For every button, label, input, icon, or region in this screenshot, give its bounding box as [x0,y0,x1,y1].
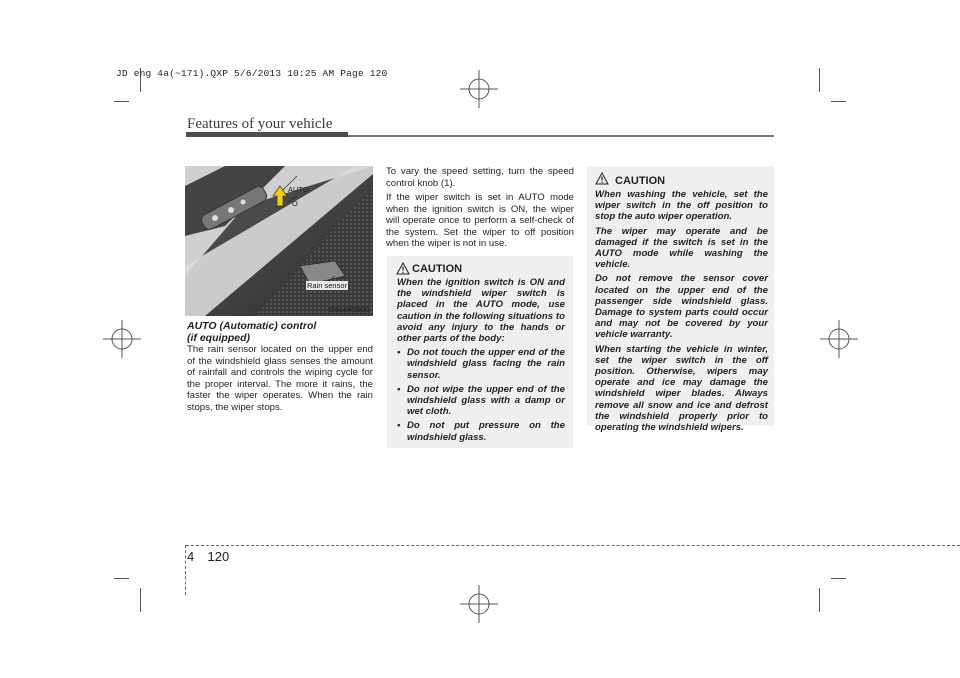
caution-paragraph: Do not remove the sensor cover located on the upper end of the passenger side windshield glass. Damage to system parts could occur and may not be covered by your vehicle warranty. [595,273,768,341]
registration-target-icon [460,585,498,623]
header-bar [186,132,348,137]
caution-paragraph: When washing the vehicle, set the wiper switch in the off position to stop the auto wiper operation. [595,189,768,223]
caution-title: CAUTION [615,175,666,187]
caution-paragraph: The wiper may operate and be damaged if the switch is set in the AUTO mode while washing the vehicle. [595,225,768,271]
footer-rule [186,545,960,546]
caution-bullet: • Do not put pressure on the windshield glass. [397,420,565,442]
caution-box-ignition [387,256,573,448]
registration-target-icon [820,320,858,358]
subheading-title: AUTO (Automatic) control [187,320,317,332]
figure-code: OEL049900 [329,305,370,314]
auto-label: AUTO [288,185,309,194]
rain-sensor-label: Rain sensor [307,281,348,290]
registration-target-icon [460,70,498,108]
auto-mode-paragraph: If the wiper switch is set in AUTO mode when the ignition switch is ON, the wiper will operate once to perform a self-check of the system. Set the wiper to off position when the wiper is not in use. [386,192,574,249]
speed-setting-paragraph: To vary the speed setting, turn the speed control knob (1). [386,166,574,189]
caution-box-washing [587,166,774,434]
section-number: 4 [187,549,195,564]
caution-body [595,189,768,436]
warning-triangle-icon [595,172,609,185]
page-header-title: Features of your vehicle [187,116,333,132]
caution-title: CAUTION [412,263,463,275]
registration-target-icon [103,320,141,358]
rain-sensor-paragraph: The rain sensor located on the upper end of the windshield glass senses the amount of rainfall and controls the wiping cycle for the proper interval. The more it rains, the faster the wiper operates. When the rain stops, the wiper stops. [187,344,373,413]
section-subheading [187,320,316,344]
caution-paragraph: When starting the vehicle in winter, set the wiper switch in the off position. Otherwise, wipers may operate and ice may damage the windshield wiper blades. Always remove all snow and ice and defrost the windshield properly prior to operating the windshield wipers. [595,343,768,434]
crop-mark [114,578,129,579]
crop-mark [831,101,846,102]
caution-bullet-list [397,347,565,443]
page-number-value: 120 [207,549,230,564]
subheading-qualifier: (if equipped) [187,332,250,344]
page-number [187,549,229,564]
crop-mark [819,68,820,92]
caution-bullet: • Do not touch the upper end of the windshield glass facing the rain sensor. [397,347,565,381]
caution-intro: When the ignition switch is ON and the windshield wiper switch is placed in the AUTO mode, use caution in the following situations to avoid any injury to the hands or other parts of the body: [397,277,565,345]
crop-mark [831,578,846,579]
crop-mark [819,588,820,612]
crop-mark [140,588,141,612]
crop-mark [114,101,129,102]
off-label: O [292,199,298,208]
wiper-switch-illustration [185,166,373,316]
caution-body [397,277,565,446]
footer-vertical-rule [185,545,186,595]
print-slug: JD eng 4a(~171).QXP 5/6/2013 10:25 AM Page 120 [116,68,388,79]
warning-triangle-icon [396,262,410,275]
caution-bullet: • Do not wipe the upper end of the windshield glass with a damp or wet cloth. [397,384,565,418]
